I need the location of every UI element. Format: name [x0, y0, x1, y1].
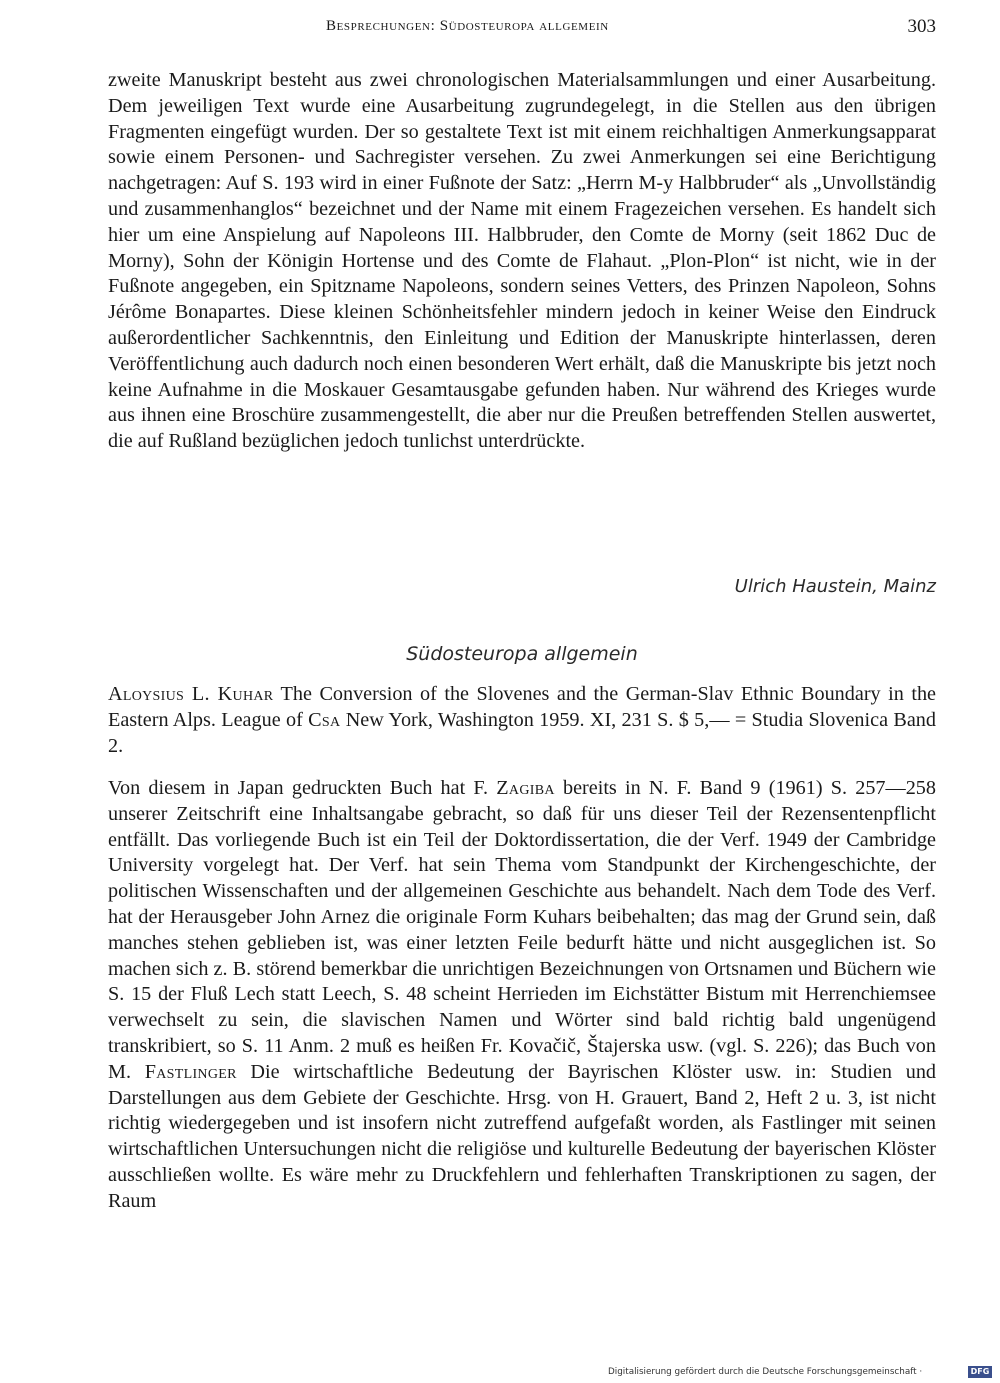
review-paragraph [108, 776, 936, 1215]
running-head [108, 18, 936, 40]
book-title: The Conversion of the Slovenes and the German-Slav Ethnic Boundary in the Eastern Alps. League of [108, 683, 937, 731]
reviewer-signature: Ulrich Haustein, Mainz [734, 576, 936, 597]
credit-text: Digitalisierung gefördert durch die Deutsche Forschungsgemeinschaft [608, 1367, 917, 1377]
review-text-part: bereits in N. F. Band 9 (1961) S. 257—258 unserer Zeitschrift eine Inhaltsangabe gebracht, so daß für uns dieser Teil der Rezensentenpflicht entfällt. Das vorliegende Buch ist ein Teil der Doktordissertation, die der Verf. 1949 der Cambridge University vorgelegt hat. Der Verf. hat sein Thema vom Standpunkt der Kirchengeschichte, der politischen Wissenschaften und der allgemeinen Geschichte aus behandelt. Nach dem Tode des Verf. hat der Herausgeber John Arnez die originale Form Kuhars beibehalten; das mag der Grund sein, daß manches stehen geblieben ist, was einer letzten Feile bedurft hätte und nicht ausgeglichen ist. So machen sich z. B. störend bemerkbar die unrichtigen Bezeichnungen von Ortsnamen und Büchern wie S. 15 der Fluß Lech statt Leech, S. 48 scheint Herrieden im Eichstätter Bistum mit Herrenchiemsee verwechselt zu sein, die slavischen Namen und Wörter sind bald richtig bald ungenügend transkribiert, so S. 11 Anm. 2 muß es heißen Fr. Kovačič, Štajerska usw. (vgl. S. 226); das Buch von M. [108, 777, 936, 1083]
cited-author-zagiba: Zagiba [496, 777, 555, 799]
running-title: Besprechungen: Südosteuropa allgemein [326, 18, 609, 34]
publisher-abbreviation: Csa [308, 708, 341, 731]
document-page [108, 0, 936, 1383]
bibliographic-entry [108, 682, 936, 759]
page-number: 303 [907, 16, 936, 37]
section-heading: Südosteuropa allgemein [406, 643, 638, 665]
book-author: Aloysius L. Kuhar [108, 683, 274, 705]
review-paragraph-continued: zweite Manuskript besteht aus zwei chronologischen Materialsammlungen und einer Ausarbeitung. Dem jeweiligen Text wurde eine Ausarbeitung zugrundegelegt, in die Stellen aus den übrigen Fragmenten eingefügt wurden. Der so gestaltete Text ist mit einem reichhaltigen Anmerkungsapparat sowie einem Personen- und Sachregister versehen. Zu zwei Anmerkungen sei eine Berichtigung nachgetragen: Auf S. 193 wird in einer Fußnote der Satz: „Herrn M-y Halbbruder“ als „Unvollständig und zusammenhanglos“ bezeichnet und der Name mit einem Fragezeichen versehen. Es handelt sich hier um eine Anspielung auf Napoleons III. Halbbruder, den Comte de Morny (seit 1862 Duc de Morny), Sohn der Königin Hortense und des Comte de Flahaut. „Plon-Plon“ ist nicht, wie in der Fußnote angegeben, ein Spitzname Napoleons, sondern seines Vetters, des Prinzen Napoleon, Sohns Jérôme Bonapartes. Diese kleinen Schönheitsfehler mindern jedoch in keiner Weise den Eindruck außerordentlicher Sachkenntnis, den Einleitung und Edition der Manuskripte hinterlassen, deren Veröffentlichung auch dadurch noch einen besonderen Wert erhält, daß die Manuskripte bis jetzt noch keine Aufnahme in die Moskauer Gesamtausgabe gefunden haben. Nur während des Krieges wurde aus ihnen eine Broschüre zusammengestellt, die aber nur die Preußen betreffenden Stellen auswertet, die auf Rußland bezüglichen jedoch tunlichst unterdrückte. [108, 69, 936, 453]
digitization-credit: Digitalisierung gefördert durch die Deutsche Forschungsgemeinschaft · DFG [608, 1365, 992, 1379]
cited-author-fastlinger: Fastlinger [144, 1060, 237, 1083]
review-text-part: Die wirtschaftliche Bedeutung der Bayrischen Klöster usw. in: Studien und Darstellungen aus dem Gebiete der Geschichte. Hrsg. von H. Grauert, Band 2, Heft 2 u. 3, ist nicht richtig wiedergegeben und ist insofern nicht zutreffend aufgefaßt worden, als Fastlinger mit seinen wirtschaftlichen Untersuchungen nicht die religiöse und kulturelle Bedeutung der bayerischen Klöster ausschließen wollte. Es wäre mehr zu Druckfehlern und fehlerhaften Transkriptionen zu sagen, der Raum [108, 1060, 937, 1212]
review-text-part: Von diesem in Japan gedruckten Buch hat F. [108, 777, 497, 799]
dfg-logo-icon: DFG [968, 1366, 992, 1378]
book-details: New York, Washington 1959. XI, 231 S. $ 5,— = Studia Slovenica Band 2. [108, 708, 936, 757]
